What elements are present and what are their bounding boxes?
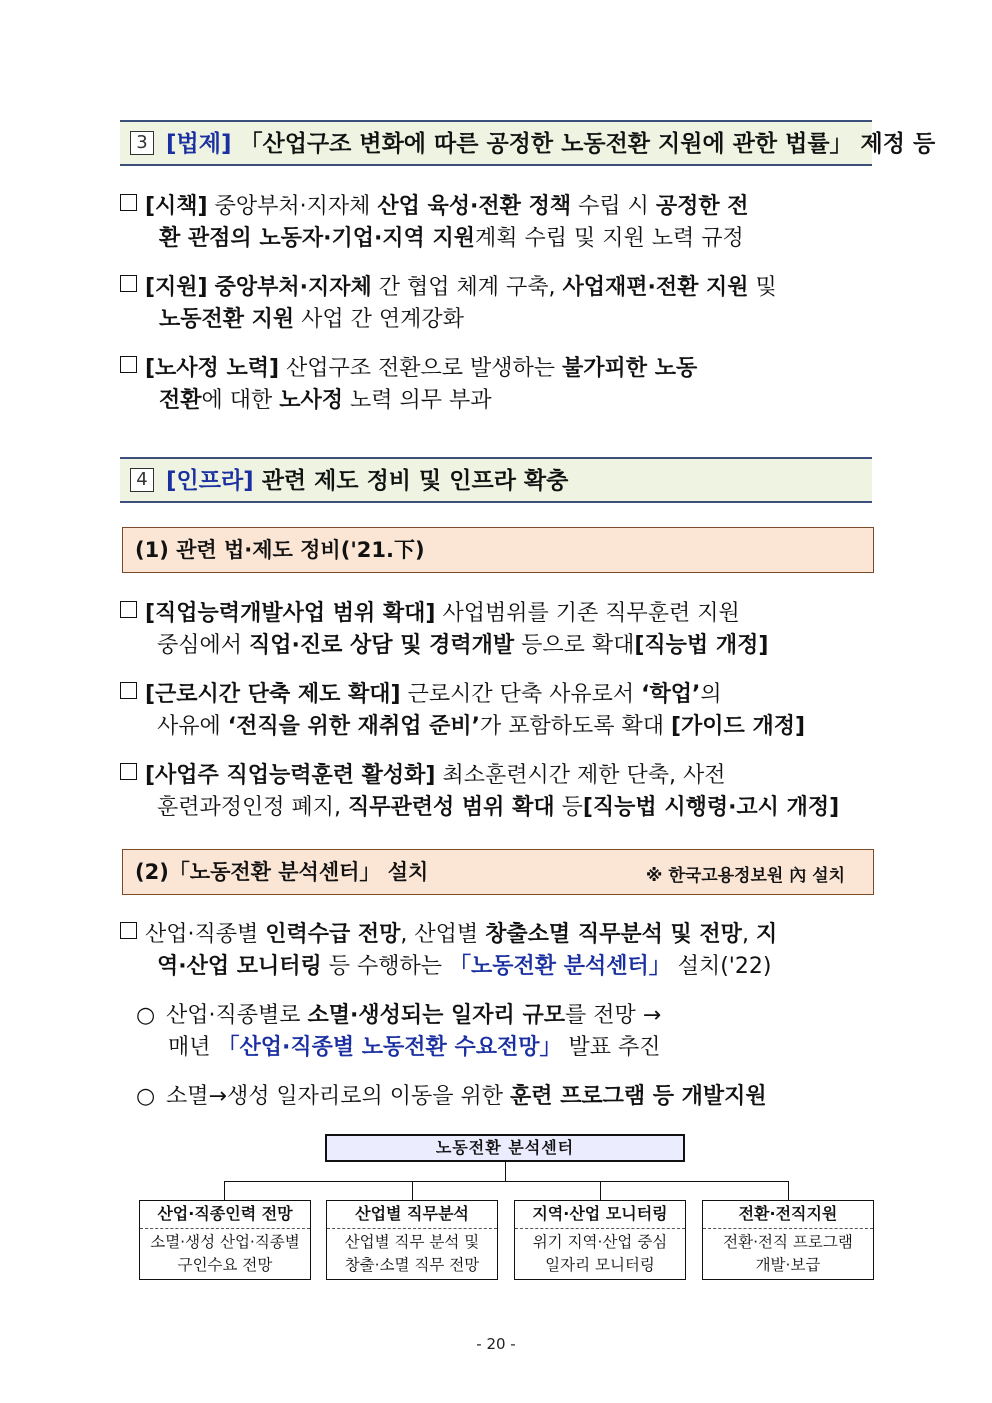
text-run: [가이드 개정] bbox=[670, 714, 805, 739]
text-run: 발표 추진 bbox=[561, 1035, 661, 1060]
text-run: [직업능력개발사업 범위 확대] bbox=[145, 601, 436, 626]
text-run: 에 대한 bbox=[201, 388, 280, 413]
circle-bullet-icon: ○ bbox=[136, 1003, 156, 1028]
text-run: 훈련 프로그램 등 개발지원 bbox=[509, 1084, 767, 1109]
subsection-note: ※ 한국고용정보원 內 설치 bbox=[645, 866, 845, 886]
section-3-header bbox=[120, 120, 936, 166]
subsection-title: (1) 관련 법·제도 정비('21.下) bbox=[135, 538, 425, 562]
org-connector bbox=[788, 1181, 789, 1200]
text-run: 지 bbox=[755, 922, 778, 947]
text-run: 훈련과정인정 폐지, bbox=[157, 795, 348, 820]
org-box-desc: 산업별 직무 분석 및 창출·소멸 직무 전망 bbox=[344, 1233, 480, 1274]
section-tag: [법제] bbox=[166, 131, 232, 157]
sub1-bullet-3-line1 bbox=[120, 761, 725, 791]
text-run: 설치('22) bbox=[670, 954, 772, 979]
org-box-head: 산업·직종인력 전망 bbox=[140, 1201, 310, 1229]
text-run: [직능법 시행령·고시 개정] bbox=[582, 795, 840, 820]
section-tag: [인프라] bbox=[166, 468, 254, 494]
text-run: 직무관련성 범위 확대 bbox=[348, 795, 555, 820]
org-box-head: 지역·산업 모니터링 bbox=[515, 1201, 685, 1229]
subsection-2-header bbox=[122, 849, 874, 895]
checkbox-square-icon bbox=[120, 601, 137, 618]
text-run: [지원] bbox=[145, 275, 208, 300]
text-run: 수립 시 bbox=[571, 194, 656, 219]
s3-bullet-2-line1 bbox=[120, 273, 777, 303]
text-run: 사업 간 연계강화 bbox=[294, 307, 464, 332]
subsection-title: (2)「노동전환 분석센터」 설치 bbox=[135, 860, 429, 884]
sub1-bullet-2-line1 bbox=[120, 680, 722, 710]
text-run: 근로시간 단축 사유로서 bbox=[400, 682, 642, 707]
checkbox-square-icon bbox=[120, 682, 137, 699]
text-run: 사유에 bbox=[157, 714, 228, 739]
sub2-circle-1-line1 bbox=[136, 1001, 661, 1031]
checkbox-square-icon bbox=[120, 356, 137, 373]
text-run: 및 bbox=[748, 275, 777, 300]
sub1-bullet-1-line1 bbox=[120, 599, 740, 629]
section-number: 3 bbox=[130, 131, 154, 155]
text-run: 전환 bbox=[159, 388, 202, 413]
s3-bullet-3-line2 bbox=[159, 386, 492, 416]
sub2-bullet-line2 bbox=[157, 952, 771, 982]
text-run: 등으로 확대 bbox=[514, 633, 635, 658]
text-run: 를 전망 → bbox=[564, 1003, 662, 1028]
text-run: 매년 bbox=[168, 1035, 218, 1060]
org-box-head: 산업별 직무분석 bbox=[327, 1201, 497, 1229]
s3-bullet-1-line2 bbox=[159, 224, 744, 254]
text-run: 산업·직종별로 bbox=[166, 1003, 308, 1028]
org-connector bbox=[505, 1162, 506, 1181]
text-run: 공정한 전 bbox=[655, 194, 749, 219]
text-run: 중앙부처·지자체 bbox=[214, 275, 372, 300]
section-title-text: 관련 제도 정비 및 인프라 확충 bbox=[261, 468, 569, 494]
s3-bullet-1-line1 bbox=[120, 192, 749, 222]
org-connector bbox=[600, 1181, 601, 1200]
text-run: 의 bbox=[700, 682, 722, 707]
text-run: 계획 수립 및 지원 노력 규정 bbox=[474, 226, 744, 251]
text-run: 소멸→생성 일자리로의 이동을 위한 bbox=[166, 1084, 510, 1109]
text-run: 소멸·생성되는 일자리 규모 bbox=[307, 1003, 565, 1028]
text-run: 등 bbox=[554, 795, 583, 820]
page-number: - 20 - bbox=[476, 1335, 516, 1353]
text-run: , 산업별 bbox=[400, 922, 486, 947]
text-run: 「노동전환 분석센터」 bbox=[449, 954, 671, 979]
org-chart-top-box: 노동전환 분석센터 bbox=[325, 1134, 685, 1162]
sub2-circle-2-line1 bbox=[136, 1082, 767, 1112]
text-run: [근로시간 단축 제도 확대] bbox=[145, 682, 401, 707]
sub1-bullet-1-line2 bbox=[157, 631, 768, 661]
text-run: [사업주 직업능력훈련 활성화] bbox=[145, 763, 436, 788]
text-run: 산업 육성·전환 정책 bbox=[377, 194, 572, 219]
org-box-desc: 위기 지역·산업 중심 일자리 모니터링 bbox=[532, 1233, 668, 1274]
sub1-bullet-2-line2 bbox=[157, 712, 805, 742]
text-run: [직능법 개정] bbox=[634, 633, 769, 658]
text-run: 역·산업 모니터링 bbox=[157, 954, 322, 979]
text-run: 등 수행하는 bbox=[321, 954, 450, 979]
org-box-desc: 전환·전직 프로그램 개발·보급 bbox=[723, 1233, 853, 1274]
section-4-header bbox=[120, 457, 872, 503]
org-box-4 bbox=[702, 1200, 874, 1280]
text-run: 직업·진로 상담 및 경력개발 bbox=[249, 633, 515, 658]
text-run: 「산업·직종별 노동전환 수요전망」 bbox=[217, 1035, 562, 1060]
text-run: 사업재편·전환 지원 bbox=[562, 275, 749, 300]
checkbox-square-icon bbox=[120, 922, 137, 939]
section-title bbox=[166, 130, 935, 158]
text-run: 사업범위를 기존 직무훈련 지원 bbox=[435, 601, 740, 626]
text-run: 노력 의무 부과 bbox=[343, 388, 492, 413]
org-box-head: 전환·전직지원 bbox=[703, 1201, 873, 1229]
s3-bullet-3-line1 bbox=[120, 354, 697, 384]
sub2-bullet-line1 bbox=[120, 920, 777, 950]
org-box-1 bbox=[139, 1200, 311, 1280]
text-run: 중앙부처·지자체 bbox=[207, 194, 378, 219]
s3-bullet-2-line2 bbox=[159, 305, 464, 335]
text-run: 불가피한 노동 bbox=[562, 356, 698, 381]
text-run: , bbox=[741, 922, 756, 947]
text-run: ‘학업’ bbox=[641, 682, 701, 707]
text-run: 인력수급 전망 bbox=[265, 922, 401, 947]
circle-bullet-icon: ○ bbox=[136, 1084, 156, 1109]
text-run: 노동전환 지원 bbox=[159, 307, 295, 332]
text-run: 최소훈련시간 제한 단축, 사전 bbox=[435, 763, 726, 788]
text-run: ‘전직을 위한 재취업 준비’ bbox=[227, 714, 480, 739]
text-run: [시책] bbox=[145, 194, 208, 219]
sub1-bullet-3-line2 bbox=[157, 793, 839, 823]
text-run: 산업·직종별 bbox=[145, 922, 266, 947]
org-connector bbox=[224, 1181, 788, 1182]
org-box-desc: 소멸·생성 산업·직종별 구인수요 전망 bbox=[150, 1233, 300, 1274]
checkbox-square-icon bbox=[120, 194, 137, 211]
checkbox-square-icon bbox=[120, 763, 137, 780]
org-box-2 bbox=[326, 1200, 498, 1280]
text-run: 노사정 bbox=[279, 388, 344, 413]
section-title bbox=[166, 467, 568, 495]
sub2-circle-1-line2 bbox=[168, 1033, 660, 1063]
text-run: 가 포함하도록 확대 bbox=[479, 714, 671, 739]
text-run: [노사정 노력] bbox=[145, 356, 280, 381]
checkbox-square-icon bbox=[120, 275, 137, 292]
section-number: 4 bbox=[130, 468, 154, 492]
org-connector bbox=[412, 1181, 413, 1200]
text-run: 중심에서 bbox=[157, 633, 250, 658]
text-run bbox=[208, 275, 215, 300]
org-box-3 bbox=[514, 1200, 686, 1280]
subsection-1-header bbox=[122, 527, 874, 573]
text-run: 환 관점의 노동자·기업·지역 지원 bbox=[159, 226, 475, 251]
section-title-text: 「산업구조 변화에 따른 공정한 노동전환 지원에 관한 법률」 제정 등 bbox=[239, 131, 936, 157]
text-run: 산업구조 전환으로 발생하는 bbox=[279, 356, 563, 381]
text-run: 창출소멸 직무분석 및 전망 bbox=[485, 922, 742, 947]
text-run: 간 협업 체계 구축, bbox=[371, 275, 563, 300]
org-connector bbox=[224, 1181, 225, 1200]
